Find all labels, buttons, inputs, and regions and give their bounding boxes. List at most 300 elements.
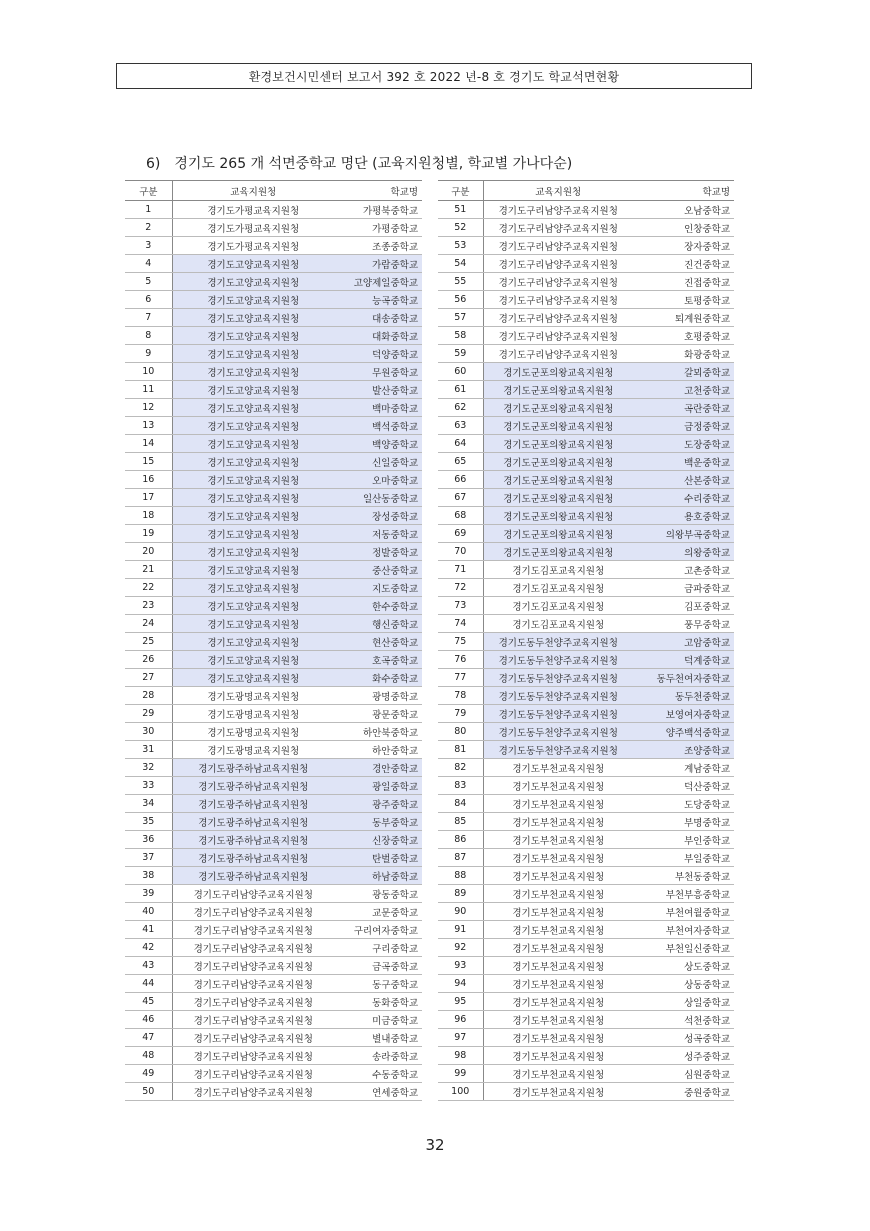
row-office: 경기도구리남양주교육지원청 xyxy=(483,219,633,237)
table-row xyxy=(125,381,422,399)
table-row xyxy=(125,1011,422,1029)
table-row xyxy=(438,633,734,651)
row-number: 76 xyxy=(438,651,483,669)
table-row xyxy=(438,597,734,615)
table-row xyxy=(125,489,422,507)
row-number: 54 xyxy=(438,255,483,273)
row-number: 65 xyxy=(438,453,483,471)
row-office: 경기도구리남양주교육지원청 xyxy=(483,237,633,255)
table-row xyxy=(125,543,422,561)
row-number: 23 xyxy=(125,597,172,615)
row-number: 9 xyxy=(125,345,172,363)
row-school: 부일중학교 xyxy=(633,849,734,867)
row-number: 1 xyxy=(125,201,172,219)
row-school: 화수중학교 xyxy=(334,669,422,687)
row-school: 성주중학교 xyxy=(633,1047,734,1065)
row-office: 경기도부천교육지원청 xyxy=(483,993,633,1011)
row-school: 수리중학교 xyxy=(633,489,734,507)
row-number: 44 xyxy=(125,975,172,993)
table-row xyxy=(438,651,734,669)
row-school: 인창중학교 xyxy=(633,219,734,237)
row-school: 별내중학교 xyxy=(334,1029,422,1047)
table-row xyxy=(125,921,422,939)
table-row xyxy=(438,1011,734,1029)
table-row xyxy=(438,1029,734,1047)
row-office: 경기도고양교육지원청 xyxy=(172,345,334,363)
row-school: 양주백석중학교 xyxy=(633,723,734,741)
row-office: 경기도군포의왕교육지원청 xyxy=(483,417,633,435)
row-school: 백마중학교 xyxy=(334,399,422,417)
row-number: 57 xyxy=(438,309,483,327)
row-school: 정발중학교 xyxy=(334,543,422,561)
row-number: 19 xyxy=(125,525,172,543)
table-row xyxy=(438,417,734,435)
row-office: 경기도광명교육지원청 xyxy=(172,705,334,723)
row-school: 호곡중학교 xyxy=(334,651,422,669)
row-office: 경기도부천교육지원청 xyxy=(483,1029,633,1047)
row-school: 의왕부곡중학교 xyxy=(633,525,734,543)
row-office: 경기도가평교육지원청 xyxy=(172,237,334,255)
row-school: 대송중학교 xyxy=(334,309,422,327)
col-header-office: 교육지원청 xyxy=(172,181,334,201)
row-school: 한수중학교 xyxy=(334,597,422,615)
table-row xyxy=(438,201,734,219)
row-number: 14 xyxy=(125,435,172,453)
row-office: 경기도광주하남교육지원청 xyxy=(172,795,334,813)
row-number: 10 xyxy=(125,363,172,381)
row-school: 구리여자중학교 xyxy=(334,921,422,939)
row-number: 50 xyxy=(125,1083,172,1101)
row-office: 경기도광주하남교육지원청 xyxy=(172,849,334,867)
school-table-left xyxy=(125,180,422,1101)
section-title xyxy=(146,153,572,173)
row-school: 동화중학교 xyxy=(334,993,422,1011)
row-number: 77 xyxy=(438,669,483,687)
table-row xyxy=(125,363,422,381)
row-number: 48 xyxy=(125,1047,172,1065)
table-row xyxy=(438,579,734,597)
row-office: 경기도고양교육지원청 xyxy=(172,273,334,291)
row-office: 경기도군포의왕교육지원청 xyxy=(483,435,633,453)
table-row xyxy=(438,921,734,939)
table-row xyxy=(125,813,422,831)
row-school: 가평중학교 xyxy=(334,219,422,237)
row-office: 경기도고양교육지원청 xyxy=(172,417,334,435)
col-header-no: 구분 xyxy=(125,181,172,201)
row-number: 6 xyxy=(125,291,172,309)
table-row xyxy=(125,705,422,723)
row-school: 퇴계원중학교 xyxy=(633,309,734,327)
row-number: 8 xyxy=(125,327,172,345)
row-office: 경기도광명교육지원청 xyxy=(172,687,334,705)
row-office: 경기도고양교육지원청 xyxy=(172,453,334,471)
row-school: 광동중학교 xyxy=(334,885,422,903)
row-school: 장자중학교 xyxy=(633,237,734,255)
row-office: 경기도고양교육지원청 xyxy=(172,489,334,507)
table-row xyxy=(438,939,734,957)
table-row xyxy=(125,1029,422,1047)
row-school: 부천동중학교 xyxy=(633,867,734,885)
row-number: 61 xyxy=(438,381,483,399)
row-office: 경기도동두천양주교육지원청 xyxy=(483,651,633,669)
row-office: 경기도광주하남교육지원청 xyxy=(172,759,334,777)
row-number: 40 xyxy=(125,903,172,921)
row-school: 백양중학교 xyxy=(334,435,422,453)
table-row xyxy=(438,507,734,525)
row-office: 경기도부천교육지원청 xyxy=(483,975,633,993)
table-row xyxy=(125,867,422,885)
row-office: 경기도부천교육지원청 xyxy=(483,1047,633,1065)
report-header: 환경보건시민센터 보고서 392 호 2022 년-8 호 경기도 학교석면현황 xyxy=(116,63,752,89)
row-school: 중원중학교 xyxy=(633,1083,734,1101)
row-number: 74 xyxy=(438,615,483,633)
row-school: 현산중학교 xyxy=(334,633,422,651)
row-school: 부천여월중학교 xyxy=(633,903,734,921)
row-school: 능곡중학교 xyxy=(334,291,422,309)
row-office: 경기도고양교육지원청 xyxy=(172,507,334,525)
row-office: 경기도동두천양주교육지원청 xyxy=(483,633,633,651)
col-header-school: 학교명 xyxy=(633,181,734,201)
row-number: 82 xyxy=(438,759,483,777)
row-school: 부천부흥중학교 xyxy=(633,885,734,903)
table-row xyxy=(125,1047,422,1065)
row-office: 경기도고양교육지원청 xyxy=(172,435,334,453)
row-number: 39 xyxy=(125,885,172,903)
row-school: 신일중학교 xyxy=(334,453,422,471)
table-row xyxy=(125,345,422,363)
row-school: 발산중학교 xyxy=(334,381,422,399)
table-row xyxy=(125,1083,422,1101)
table-row xyxy=(125,255,422,273)
table-row xyxy=(125,939,422,957)
row-school: 일산동중학교 xyxy=(334,489,422,507)
table-row xyxy=(438,741,734,759)
table-row xyxy=(438,471,734,489)
row-office: 경기도부천교육지원청 xyxy=(483,1011,633,1029)
row-number: 47 xyxy=(125,1029,172,1047)
table-row xyxy=(125,525,422,543)
row-office: 경기도군포의왕교육지원청 xyxy=(483,399,633,417)
row-number: 34 xyxy=(125,795,172,813)
row-office: 경기도구리남양주교육지원청 xyxy=(483,273,633,291)
table-row xyxy=(438,435,734,453)
table-row xyxy=(125,903,422,921)
table-header-row xyxy=(438,181,734,201)
row-number: 73 xyxy=(438,597,483,615)
row-number: 21 xyxy=(125,561,172,579)
row-office: 경기도구리남양주교육지원청 xyxy=(172,903,334,921)
row-school: 도당중학교 xyxy=(633,795,734,813)
table-row xyxy=(125,471,422,489)
row-school: 고촌중학교 xyxy=(633,561,734,579)
row-school: 오마중학교 xyxy=(334,471,422,489)
row-school: 김포중학교 xyxy=(633,597,734,615)
row-office: 경기도고양교육지원청 xyxy=(172,669,334,687)
row-office: 경기도가평교육지원청 xyxy=(172,219,334,237)
row-number: 89 xyxy=(438,885,483,903)
row-number: 75 xyxy=(438,633,483,651)
table-row xyxy=(125,885,422,903)
table-row xyxy=(125,957,422,975)
row-number: 45 xyxy=(125,993,172,1011)
row-number: 69 xyxy=(438,525,483,543)
row-school: 석천중학교 xyxy=(633,1011,734,1029)
row-office: 경기도고양교육지원청 xyxy=(172,399,334,417)
row-office: 경기도구리남양주교육지원청 xyxy=(483,255,633,273)
row-office: 경기도군포의왕교육지원청 xyxy=(483,525,633,543)
row-school: 고암중학교 xyxy=(633,633,734,651)
row-school: 연세중학교 xyxy=(334,1083,422,1101)
table-row xyxy=(125,201,422,219)
table-row xyxy=(438,1065,734,1083)
table-row xyxy=(125,723,422,741)
row-number: 28 xyxy=(125,687,172,705)
row-number: 31 xyxy=(125,741,172,759)
table-row xyxy=(438,687,734,705)
row-number: 95 xyxy=(438,993,483,1011)
table-row xyxy=(125,651,422,669)
row-school: 상일중학교 xyxy=(633,993,734,1011)
row-school: 보영여자중학교 xyxy=(633,705,734,723)
row-school: 저동중학교 xyxy=(334,525,422,543)
table-row xyxy=(125,435,422,453)
row-office: 경기도고양교육지원청 xyxy=(172,255,334,273)
row-number: 72 xyxy=(438,579,483,597)
row-office: 경기도가평교육지원청 xyxy=(172,201,334,219)
table-row xyxy=(125,741,422,759)
row-office: 경기도부천교육지원청 xyxy=(483,939,633,957)
row-school: 금곡중학교 xyxy=(334,957,422,975)
row-number: 94 xyxy=(438,975,483,993)
row-office: 경기도군포의왕교육지원청 xyxy=(483,471,633,489)
row-school: 지도중학교 xyxy=(334,579,422,597)
table-row xyxy=(438,885,734,903)
row-office: 경기도고양교육지원청 xyxy=(172,651,334,669)
table-row xyxy=(125,669,422,687)
row-school: 고천중학교 xyxy=(633,381,734,399)
row-office: 경기도부천교육지원청 xyxy=(483,957,633,975)
table-row xyxy=(438,381,734,399)
table-row xyxy=(438,255,734,273)
table-row xyxy=(125,1065,422,1083)
row-number: 38 xyxy=(125,867,172,885)
row-school: 계남중학교 xyxy=(633,759,734,777)
table-row xyxy=(438,309,734,327)
table-row xyxy=(438,993,734,1011)
row-number: 11 xyxy=(125,381,172,399)
table-row xyxy=(125,795,422,813)
row-office: 경기도김포교육지원청 xyxy=(483,615,633,633)
row-office: 경기도고양교육지원청 xyxy=(172,327,334,345)
row-school: 도장중학교 xyxy=(633,435,734,453)
row-number: 85 xyxy=(438,813,483,831)
row-office: 경기도군포의왕교육지원청 xyxy=(483,453,633,471)
row-office: 경기도동두천양주교육지원청 xyxy=(483,705,633,723)
row-office: 경기도고양교육지원청 xyxy=(172,309,334,327)
row-school: 산본중학교 xyxy=(633,471,734,489)
table-row xyxy=(438,777,734,795)
table-row xyxy=(438,1083,734,1101)
row-office: 경기도부천교육지원청 xyxy=(483,759,633,777)
row-office: 경기도구리남양주교육지원청 xyxy=(172,1083,334,1101)
row-number: 52 xyxy=(438,219,483,237)
row-school: 하안중학교 xyxy=(334,741,422,759)
row-school: 상도중학교 xyxy=(633,957,734,975)
row-number: 46 xyxy=(125,1011,172,1029)
row-school: 진건중학교 xyxy=(633,255,734,273)
row-number: 30 xyxy=(125,723,172,741)
row-office: 경기도구리남양주교육지원청 xyxy=(483,291,633,309)
row-school: 광명중학교 xyxy=(334,687,422,705)
row-number: 78 xyxy=(438,687,483,705)
table-row xyxy=(125,453,422,471)
row-office: 경기도구리남양주교육지원청 xyxy=(172,939,334,957)
row-number: 26 xyxy=(125,651,172,669)
table-row xyxy=(438,561,734,579)
row-school: 조종중학교 xyxy=(334,237,422,255)
table-row xyxy=(438,345,734,363)
table-body xyxy=(125,201,422,1101)
row-school: 화광중학교 xyxy=(633,345,734,363)
table-row xyxy=(438,453,734,471)
table-body xyxy=(438,201,734,1101)
row-office: 경기도부천교육지원청 xyxy=(483,831,633,849)
row-office: 경기도김포교육지원청 xyxy=(483,579,633,597)
page-number: 32 xyxy=(425,1136,445,1154)
row-number: 49 xyxy=(125,1065,172,1083)
row-number: 90 xyxy=(438,903,483,921)
row-number: 41 xyxy=(125,921,172,939)
row-school: 백운중학교 xyxy=(633,453,734,471)
row-number: 12 xyxy=(125,399,172,417)
row-school: 하남중학교 xyxy=(334,867,422,885)
table-row xyxy=(125,597,422,615)
row-school: 탄벌중학교 xyxy=(334,849,422,867)
row-office: 경기도고양교육지원청 xyxy=(172,363,334,381)
row-school: 수동중학교 xyxy=(334,1065,422,1083)
row-number: 53 xyxy=(438,237,483,255)
row-office: 경기도고양교육지원청 xyxy=(172,597,334,615)
row-number: 84 xyxy=(438,795,483,813)
col-header-office: 교육지원청 xyxy=(483,181,633,201)
row-office: 경기도군포의왕교육지원청 xyxy=(483,489,633,507)
row-school: 부천일신중학교 xyxy=(633,939,734,957)
row-office: 경기도부천교육지원청 xyxy=(483,1083,633,1101)
row-number: 67 xyxy=(438,489,483,507)
row-office: 경기도구리남양주교육지원청 xyxy=(172,975,334,993)
row-school: 중산중학교 xyxy=(334,561,422,579)
section-number: 6) xyxy=(146,156,161,172)
row-number: 88 xyxy=(438,867,483,885)
row-office: 경기도김포교육지원청 xyxy=(483,597,633,615)
row-number: 4 xyxy=(125,255,172,273)
row-office: 경기도광주하남교육지원청 xyxy=(172,777,334,795)
table-row xyxy=(438,291,734,309)
row-number: 37 xyxy=(125,849,172,867)
row-office: 경기도고양교육지원청 xyxy=(172,381,334,399)
row-number: 97 xyxy=(438,1029,483,1047)
row-school: 덕산중학교 xyxy=(633,777,734,795)
row-number: 18 xyxy=(125,507,172,525)
row-number: 15 xyxy=(125,453,172,471)
row-school: 동두천여자중학교 xyxy=(633,669,734,687)
table-row xyxy=(125,273,422,291)
table-row xyxy=(125,327,422,345)
table-row xyxy=(438,759,734,777)
table-row xyxy=(438,489,734,507)
row-office: 경기도군포의왕교육지원청 xyxy=(483,507,633,525)
row-number: 98 xyxy=(438,1047,483,1065)
row-school: 경안중학교 xyxy=(334,759,422,777)
row-number: 13 xyxy=(125,417,172,435)
row-number: 25 xyxy=(125,633,172,651)
table-row xyxy=(438,705,734,723)
table-row xyxy=(438,525,734,543)
row-school: 고양제일중학교 xyxy=(334,273,422,291)
row-office: 경기도구리남양주교육지원청 xyxy=(172,885,334,903)
table-row xyxy=(125,399,422,417)
row-number: 66 xyxy=(438,471,483,489)
row-office: 경기도동두천양주교육지원청 xyxy=(483,669,633,687)
row-number: 91 xyxy=(438,921,483,939)
row-school: 가평북중학교 xyxy=(334,201,422,219)
row-number: 27 xyxy=(125,669,172,687)
row-number: 62 xyxy=(438,399,483,417)
row-office: 경기도구리남양주교육지원청 xyxy=(483,327,633,345)
row-number: 16 xyxy=(125,471,172,489)
row-school: 곡란중학교 xyxy=(633,399,734,417)
row-office: 경기도고양교육지원청 xyxy=(172,471,334,489)
row-number: 87 xyxy=(438,849,483,867)
row-office: 경기도구리남양주교육지원청 xyxy=(172,1065,334,1083)
row-office: 경기도고양교육지원청 xyxy=(172,579,334,597)
row-number: 56 xyxy=(438,291,483,309)
section-heading: 경기도 265 개 석면중학교 명단 (교육지원청별, 학교별 가나다순) xyxy=(174,156,573,172)
row-number: 83 xyxy=(438,777,483,795)
row-office: 경기도부천교육지원청 xyxy=(483,813,633,831)
row-number: 58 xyxy=(438,327,483,345)
row-number: 42 xyxy=(125,939,172,957)
row-number: 17 xyxy=(125,489,172,507)
row-school: 갈뫼중학교 xyxy=(633,363,734,381)
table-row xyxy=(125,237,422,255)
row-office: 경기도부천교육지원청 xyxy=(483,921,633,939)
row-office: 경기도동두천양주교육지원청 xyxy=(483,687,633,705)
table-row xyxy=(125,975,422,993)
table-row xyxy=(125,507,422,525)
row-number: 64 xyxy=(438,435,483,453)
row-school: 풍무중학교 xyxy=(633,615,734,633)
row-number: 5 xyxy=(125,273,172,291)
row-office: 경기도고양교육지원청 xyxy=(172,525,334,543)
row-school: 행신중학교 xyxy=(334,615,422,633)
row-school: 동구중학교 xyxy=(334,975,422,993)
table-row xyxy=(125,219,422,237)
row-office: 경기도군포의왕교육지원청 xyxy=(483,543,633,561)
row-school: 심원중학교 xyxy=(633,1065,734,1083)
row-office: 경기도구리남양주교육지원청 xyxy=(172,1029,334,1047)
row-school: 토평중학교 xyxy=(633,291,734,309)
row-number: 51 xyxy=(438,201,483,219)
row-school: 하안북중학교 xyxy=(334,723,422,741)
row-number: 80 xyxy=(438,723,483,741)
table-row xyxy=(438,723,734,741)
table-row xyxy=(125,579,422,597)
row-office: 경기도구리남양주교육지원청 xyxy=(483,345,633,363)
row-number: 3 xyxy=(125,237,172,255)
row-office: 경기도고양교육지원청 xyxy=(172,561,334,579)
row-school: 광일중학교 xyxy=(334,777,422,795)
